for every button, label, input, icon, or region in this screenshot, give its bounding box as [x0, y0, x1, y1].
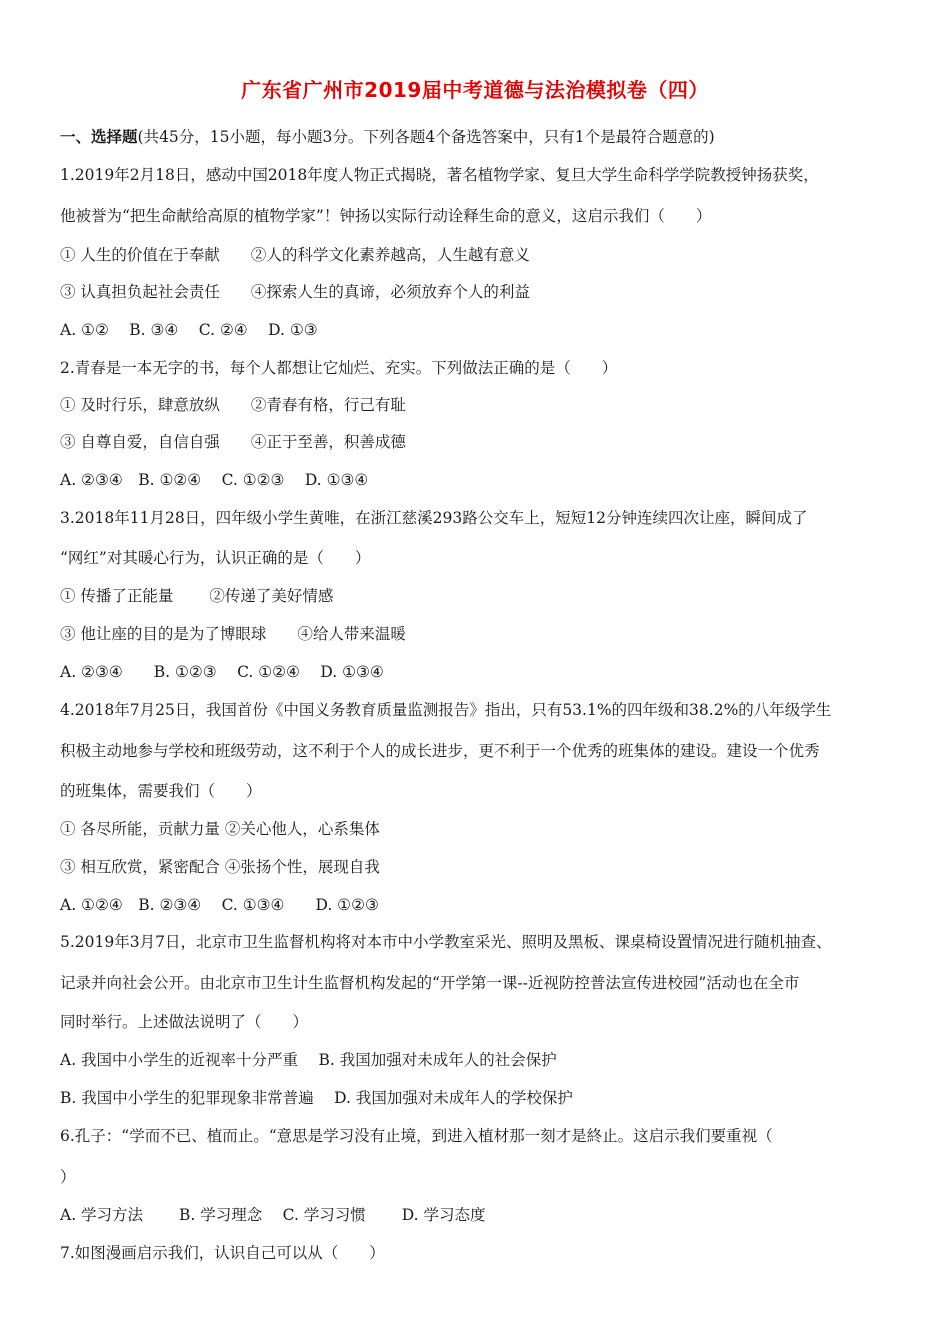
- question-line: 1.2019年2月18日，感动中国2018年度人物正式揭晓，著名植物学家、复旦大学生命科学学院教授钟扬获奖，: [60, 166, 819, 184]
- question-line: 6.孔子：“学而不已、植而止。“意思是学习没有止境，到进入植材那一刻才是終止。这启示我们要重视（: [60, 1127, 773, 1145]
- question-line: ③ 认真担负起社会责任 ④探索人生的真谛，必须放弃个人的利益: [60, 283, 530, 301]
- question-line: A. ②③④ B. ①②④ C. ①②③ D. ①③④: [60, 471, 369, 489]
- section-instructions: (共45分，15小题，每小题3分。下列各题4个备选答案中，只有1个是最符合题意的): [137, 128, 715, 146]
- question-line: 的班集体，需要我们（ ）: [60, 782, 262, 800]
- question-line: ③ 相互欣赏，紧密配合 ④张扬个性，展现自我: [60, 858, 380, 876]
- section-heading: 一、选择题: [60, 128, 138, 146]
- exam-title: 广东省广州市2019届中考道德与法治模拟卷（四）: [241, 78, 709, 102]
- question-line: 他被誉为“把生命献给高原的植物学家”！钟扬以实际行动诠释生命的意义，这启示我们（ ）: [60, 207, 712, 225]
- question-line: 4.2018年7月25日，我国首份《中国义务教育质量监测报告》指出，只有53.1%的四年级和38.2%的八年级学生: [60, 701, 832, 719]
- question-line: ③ 自尊自爱，自信自强 ④正于至善，积善成德: [60, 433, 406, 451]
- question-line: 5.2019年3月7日，北京市卫生监督机构将对本市中小学教室采光、照明及黑板、课桌椅设置情况进行随机抽查、: [60, 933, 832, 951]
- question-line: A. ②③④ B. ①②③ C. ①②④ D. ①③④: [60, 663, 384, 681]
- question-line: 积极主动地参与学校和班级劳动，这不利于个人的成长进步，更不利于一个优秀的班集体的建设。建设一个优秀: [60, 742, 820, 760]
- question-line: 同时举行。上述做法说明了（ ）: [60, 1013, 309, 1031]
- question-line: 2.青春是一本无字的书，每个人都想让它灿烂、充实。下列做法正确的是（ ）: [60, 359, 618, 377]
- question-line: ① 各尽所能，贡献力量 ②关心他人，心系集体: [60, 820, 380, 838]
- question-line: A. ①② B. ③④ C. ②④ D. ①③: [60, 321, 318, 339]
- question-line: 7.如图漫画启示我们，认识自己可以从（ ）: [60, 1244, 385, 1262]
- question-line: B. 我国中小学生的犯罪现象非常普遍 D. 我国加强对未成年人的学校保护: [60, 1089, 573, 1107]
- question-line: 3.2018年11月28日，四年级小学生黄唯，在浙江慈溪293路公交车上，短短12分钟连续四次让座，瞬间成了: [60, 509, 808, 527]
- question-line: ① 传播了正能量 ②传递了美好情感: [60, 587, 334, 605]
- question-line: A. ①②④ B. ②③④ C. ①③④ D. ①②③: [60, 896, 379, 914]
- question-line: ① 及时行乐，肆意放纵 ②青春有格，行己有耻: [60, 396, 406, 414]
- question-line: ① 人生的价值在于奉献 ②人的科学文化素养越高，人生越有意义: [60, 246, 530, 264]
- question-line: A. 我国中小学生的近视率十分严重 B. 我国加强对未成年人的社会保护: [60, 1051, 557, 1069]
- question-line: “网红”对其暖心行为，认识正确的是（ ）: [60, 549, 371, 567]
- question-line: ）: [60, 1168, 76, 1186]
- question-line: ③ 他让座的目的是为了博眼球 ④给人带来温暖: [60, 625, 406, 643]
- question-line: A. 学习方法 B. 学习理念 C. 学习习惯 D. 学习态度: [60, 1206, 486, 1224]
- section-header: [60, 127, 715, 147]
- question-line: 记录并向社会公开。由北京市卫生计生监督机构发起的“开学第一课--近视防控普法宣传进校园”活动也在全市: [60, 974, 800, 992]
